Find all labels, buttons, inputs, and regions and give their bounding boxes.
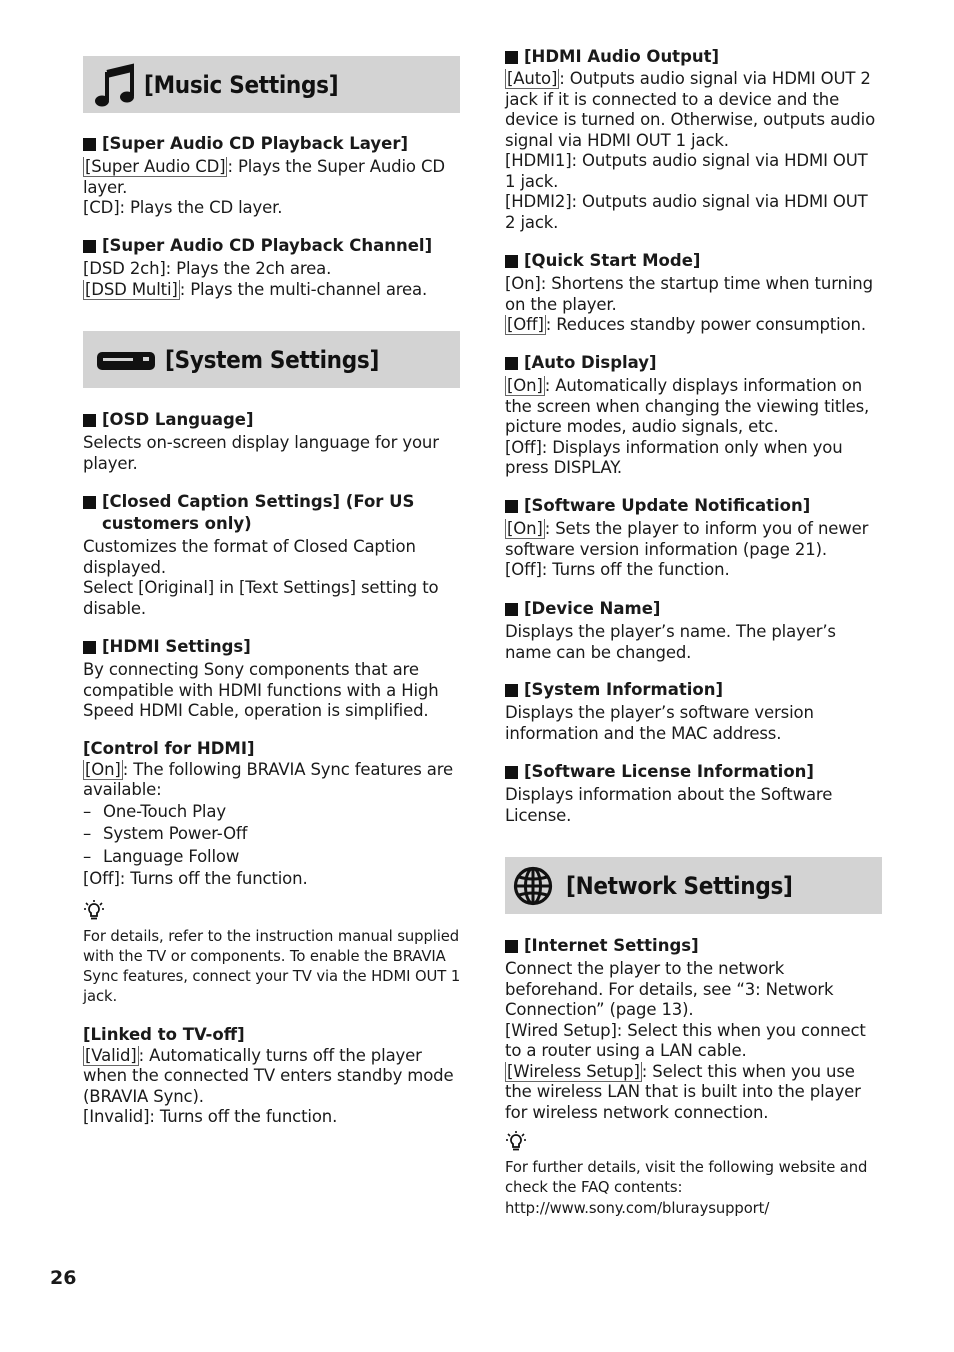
player-device-icon [95, 345, 157, 375]
section-heading: [Device Name] [505, 598, 883, 620]
software-license-section [505, 761, 883, 826]
device-name-section [505, 598, 883, 663]
option-line: [On] : Automatically displays information on the screen when changing the viewing titles, picture modes, audio signals, etc. [505, 376, 870, 436]
tip-lightbulb-icon [83, 900, 105, 922]
section-text: Displays information about the Software License. [505, 785, 833, 825]
section-heading: [Super Audio CD Playback Layer] [83, 133, 461, 155]
section-text: Selects on-screen display language for your player. [83, 433, 439, 473]
sacd-channel-section [83, 235, 461, 300]
section-heading: [Software License Information] [505, 761, 883, 783]
option-line: [On] : The following BRAVIA Sync features are available: [83, 759, 454, 799]
support-url-link[interactable]: http://www.sony.com/bluraysupport/ [505, 1199, 770, 1217]
option-line: [CD]: Plays the CD layer. [83, 198, 283, 217]
page-number: 26 [50, 1267, 77, 1289]
section-heading: [HDMI Audio Output] [505, 46, 883, 68]
section-text: Connect the player to the network beforehand. For details, see “3: Network Connection” (page 13). [505, 959, 834, 1019]
option-line: [Invalid]: Turns off the function. [83, 1107, 338, 1127]
quick-start-section [505, 250, 883, 336]
feature-item: – System Power-Off [83, 824, 248, 843]
option-line: [DSD 2ch]: Plays the 2ch area. [83, 259, 332, 278]
option-line: [Off]: Turns off the function. [505, 560, 730, 579]
option-line: [Off] : Reduces standby power consumption. [507, 315, 866, 334]
music-settings-title: [Music Settings] [144, 70, 339, 99]
option-line: [HDMI1]: Outputs audio signal via HDMI OUT 1 jack. [505, 151, 868, 191]
section-heading: [Auto Display] [505, 352, 883, 374]
option-line: [Off]: Displays information only when you press DISPLAY. [505, 437, 843, 477]
option-line: [On]: Shortens the startup time when turning on the player. [505, 274, 873, 314]
section-heading: [Internet Settings] [505, 935, 883, 957]
option-line: [Super Audio CD] : Plays the Super Audio CD layer. [83, 157, 445, 197]
section-heading: [System Information] [505, 679, 883, 701]
music-note-icon [94, 62, 138, 108]
feature-item: – Language Follow [83, 846, 240, 866]
section-heading: [Super Audio CD Playback Channel] [83, 235, 461, 257]
option-line: [Wireless Setup] : Select this when you use the wireless LAN that is built into the player for wireless network connection. [505, 1061, 861, 1122]
option-line: [Off]: Turns off the function. [83, 869, 308, 888]
option-line: [Valid] : Automatically turns off the player when the connected TV enters standby mode (BRAVIA Sync). [83, 1045, 454, 1106]
option-line: [DSD Multi] : Plays the multi-channel area. [85, 279, 428, 299]
tip-text: For further details, visit the following website and check the FAQ contents: [505, 1159, 868, 1197]
section-heading: [Closed Caption Settings] (For US customers only) [83, 491, 422, 535]
section-text: Displays the player’s software version information and the MAC address. [505, 703, 814, 743]
linked-tv-off-heading: [Linked to TV-off] [83, 1024, 245, 1044]
globe-icon [513, 866, 553, 906]
option-line: [HDMI2]: Outputs audio signal via HDMI OUT 2 jack. [505, 192, 868, 232]
tip-lightbulb-icon [505, 1131, 527, 1153]
osd-language-section [83, 409, 461, 474]
tip-text: For details, refer to the instruction manual supplied with the TV or components. To enable the BRAVIA Sync features, connect your TV via the HDMI OUT 1 jack. [83, 927, 461, 1006]
control-for-hdmi-heading: [Control for HDMI] [83, 738, 255, 758]
network-settings-title: [Network Settings] [566, 871, 793, 900]
sacd-layer-section [83, 133, 461, 219]
option-line: [Auto] : Outputs audio signal via HDMI OUT 2 jack if it is connected to a device and the device is turned on. Otherwise, outputs audio signal via HDMI OUT 1 jack. [505, 69, 876, 150]
section-heading: [HDMI Settings] [83, 636, 461, 658]
feature-item: – One-Touch Play [83, 801, 226, 821]
system-information-section [505, 679, 883, 744]
hdmi-audio-output-section [505, 46, 883, 233]
section-text: Select [Original] in [Text Settings] setting to disable. [83, 578, 439, 618]
music-settings-banner [83, 56, 460, 113]
section-text: By connecting Sony components that are compatible with HDMI functions with a High Speed HDMI Cable, operation is simplified. [83, 660, 439, 720]
option-line: [Wired Setup]: Select this when you connect to a router using a LAN cable. [505, 1020, 866, 1060]
hdmi-settings-section [83, 636, 461, 1128]
software-update-section [505, 495, 883, 581]
section-text: Customizes the format of Closed Caption displayed. [83, 537, 416, 577]
section-heading: [Quick Start Mode] [505, 250, 883, 272]
section-text: Displays the player’s name. The player’s name can be changed. [505, 622, 836, 662]
section-heading: [OSD Language] [83, 409, 461, 431]
option-line: [On] : Sets the player to inform you of newer software version information (page 21). [505, 519, 869, 559]
network-settings-banner [505, 857, 882, 914]
section-heading: [Software Update Notification] [505, 495, 883, 517]
closed-caption-section [83, 491, 461, 619]
auto-display-section [505, 352, 883, 479]
system-settings-banner [83, 331, 460, 388]
internet-settings-section [505, 935, 883, 1219]
system-settings-title: [System Settings] [165, 345, 380, 374]
